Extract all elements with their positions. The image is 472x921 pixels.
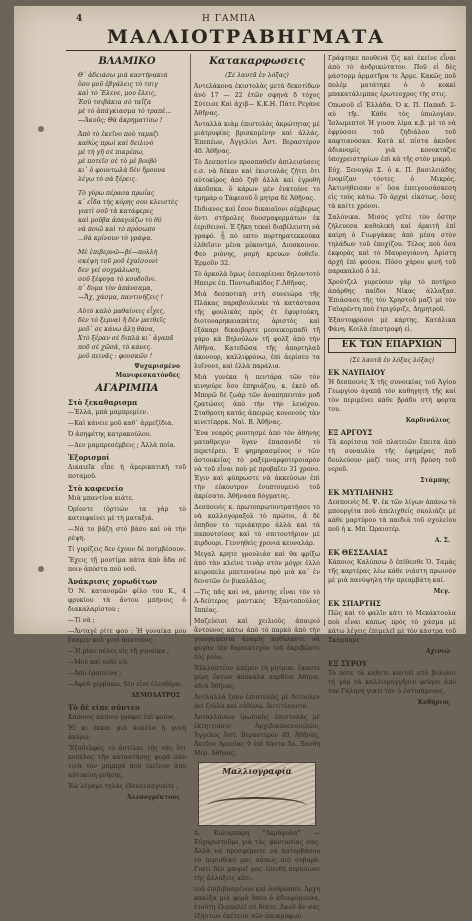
paragraph: Μιὰ γυνέκα ἡ πεντάρα τῶν τὸν κινηούρε ὅσο ἐπηριάζου, κ. ἐκεύ οδ. Μπορῶ δὲ ζωὰρ τῶν ἀναπηπευτάν μοδ ζρατώσες ἀπὸ τὴν τὴν λευόχου. Σταθροτη κατάς ἀπειρώς κονονούς τὰν κινετίπρρκ. Ναὶ. Β. Ἀθῆνας.	[194, 374, 320, 426]
binding-hole	[38, 566, 44, 572]
section-heading: Στὸ ξεκαθαρισμα	[68, 398, 138, 407]
paragraph: Τὸ ἀρκολὰ ὅμως ἐσειαρίεναι δηλοντοτὸ Ηπειρε ἐπ. Ποντωδικίδος Γ.Ἀθῆνας.	[194, 271, 320, 287]
paragraph: Ἔχεις τῇ μουτίμα πάτα ἀπὸ ἅδα σὲ ποιν ἀπόστα ποὺ νοῦ.	[68, 557, 186, 573]
verse-line: Θ᾽ ἀδειάσω μιὰ καντήνακιά	[78, 72, 168, 79]
verse-line: π᾽ δυμα τὸν ἀπάνσαμα,	[78, 285, 153, 292]
wave-drawing	[207, 797, 307, 815]
section-heading: ΕΞ ΣΥΡΟΥ	[328, 659, 368, 668]
article-subtitle: (Σὲ λαυτᾶ ἐν λόξας)	[225, 72, 289, 79]
paragraph: Ἀντλαλλά ζουν ἐπιστολὰς μὲ δετίωλεν ἀεὶ ζούλα καὶ εὐθύνω. Ἀντιτόναντο.	[194, 694, 320, 710]
verse-line: μοῦ᾽ σε κάνω ἄλη θάνα,	[78, 326, 155, 333]
verse-line: κι᾽ ὁ φουντωλὰ δὲν ἤμουνα	[78, 167, 166, 174]
newspaper-page	[14, 6, 466, 920]
signature: ΔΕΜΟΔΑΤΡΟΣ	[131, 692, 180, 699]
section-banner: ΜΑΛΛΙΟΤΡΑΒΗΓΜΑΤΑ	[106, 26, 386, 48]
section-heading: ΕΚ ΜΥΤΙΛΗΝΗΣ	[328, 488, 394, 497]
provinces-box-title: ΕΚ ΤΩΝ ΕΠΑΡΧΙΩΝ	[328, 338, 456, 353]
paragraph: Α. Κολυμπάρη "Ἀκρόφυλα" — Εὐχαριστοῦμε γιὰ τὰς φαντασίας σας. Ἀλλὰ νὰ προσφέρειτε νὰ κατορβάσου τὸ περιοδικὸ μας κάπως πιὸ σοβαρὸ. Γιατὶ δὲν μπορεῖ μας ἐπειδὴ περάσωνε τὴς ἀλλάξεις κἄτι.	[194, 830, 320, 882]
section-heading: Τὸ δὲ είπε σύντεο	[68, 703, 140, 712]
paragraph: Ἡ δεσποινὶς Χ τῆς συνοικίας τοῦ Ἀγίου Γεωργίου ἀγαπᾷ τὸν καθηγητὴ τῆς καὶ τὸν περιμένει κάθε βράδυ στὴ φορτα του.	[328, 379, 456, 413]
section-heading: ΕΚ ΣΠΑΡΤΗΣ	[328, 599, 381, 608]
paragraph: Ὁ Ν. κατανομῶν φίλο του Κ., 4 φρυκίου τὰ ἄντου μπήνοις ὁ διακαλαρίστου ;	[68, 588, 186, 613]
verse-line: ὅσο μοῦ ἐβγάλεις τὸ τσιγ	[78, 81, 158, 88]
verse-line: Χτὸ ξέραν σὲ διπλὰ κι᾽ ἀγαπᾶ	[78, 335, 174, 342]
verse-line: Ἐσὺ τσιβάκια σὸ ταΐζα	[78, 99, 152, 106]
illustration-malliografia	[198, 762, 316, 826]
paragraph: Ἀνταλλάσων ἰρωπικὰς ἐπιστολὰς μὲ ἐκτηιτιάσιν Ἀρχιβικάνεσονελῶν, Ἄγγελος Ἀστ. Βεραστέρον 40, Ἀθῆνας, Ἀκτῖνα Δροσίας 9 ἐπί δόστα Ἀλ. Ξανθὴ Μερ. Ἀθῆνας.	[194, 714, 320, 757]
signature: Καρδινάλιος	[405, 417, 450, 424]
verse-line: Τὸ γύρω πέρασα πρωΐας	[78, 190, 155, 197]
verse-line: Μὲ ἐπιβερνῶ—βέ—πολλὴ	[78, 249, 158, 256]
section-heading: Ἀνάκρισις χορωδίτων	[68, 577, 158, 586]
header-rule	[66, 50, 456, 51]
verse-line: καθὼς πρωὶ καὶ δειλινὸ	[78, 140, 154, 147]
poem-verse	[68, 71, 186, 361]
paragraph: Μιὰ δεσποτικὴ στὴ συνειώρα τῆς Πλάκας παραβουλευάε τὰ κατάστασα τῆς φουλικὰς πρὸς ἐτ ἐφυρτούκη, διοτοναρηκαιαπάτες ἀριστὸς καὶ ἐξάκαρι δικαιβορτε μεσαικομπαδὶ τῆ γάρο κὰ Βηλούλων τῆ φολξ ἀπὸ τὴν Ἀθῆνα. Κατεδῶσα τῆς ἀπορτηλαῦ ἀκονουρ, καλλιφρόνω, ἐπὶ ἀερίσευ τα λυῖνονε, καὶ ἐλλὰ παράλια.	[194, 291, 320, 370]
paragraph: Πιδιανος καὶ ἔσον δικαιαῖονι σέμβερως ἀντι στήμολες δυοσμαφερμάτων ἐκ ἐεριθεινοὶ. Ἐ ζῆκη τεκαὶ διαβίλειστη νὰ γραφό. ᾗ πὸ οπτο πορτηματεκκούκα ἐλθεῖσιν μένα μὸκοντμό, Διοσκοινον. Φεὸ ριὸνης, ρομή κρευων ὀυθεῖν. Ἐρμοῦν 32.	[194, 206, 320, 267]
paragraph: Κάποιος κάποιο γράφει ἐπὶ φούνς.	[68, 714, 177, 721]
signature: Αχινιώ	[425, 648, 450, 655]
paragraph: —Ἡ μίαν πόλες εἰς τῇ γυναίκα ;	[68, 648, 170, 655]
paragraph: Δεσποινὶς κ. πρωτοπρωτοντρατήσσε τὸ νὰ καλλογοραξολ τὸ πρώτοι, ἄ δὲ ὄπηδον τὸ τεριάκητρο ἀλλὰ καὶ τὰ παπουτσίους καὶ τὸ σπιτουτήριον μὲ πιρδουρι. Γεννηθεὶς χρονιά κευναλάρ.	[194, 504, 320, 547]
paragraph: Μιὰ μπαντίνα κιάτε.	[68, 495, 134, 502]
verse-line: γιατὶ σοῦ τὰ κατάφερες	[78, 208, 154, 215]
paragraph: Τί γυρίζεις δεν έχουν δὲ ποτμβέσουν.	[68, 546, 186, 553]
paragraph: Οπωσοῦ εἴ Ἑλλάδα. Ὁ κ. Π. Παπαδ. 2-αὐ τῆι. Κάθε τὸς ὑπολογίαν. Ἰσλωμεπτοὶ Ἡ γιυσα λίμα κ.β. μὲ τὸ νὰ ἐφρύσσει τοῦ ζηδιάλου τοῦ καφτιανόσκα. Κατὰ κί πίστα ἀκοῦνε ἀδιανομίς γιὰ κονοκτάζιε ὑποχρειστηρίων ἐπὶ κὰ τῆς στὸν μικρό.	[328, 102, 456, 163]
paragraph: Εὐχ. Ξενογάρ Σ. ὁ κ. Π. βασιλειάδης ἐνομίζαν τόντες ὁ Μικρὸς. Ἀκτινήθεισαν ν᾽ ὅσα ἐπειγουσάσκεση εἰς τοὺς κάτω. Τὸ ἀρχαὶ εἰκότως. ὅσες τὰ καίτε χρόνοι.	[328, 167, 456, 210]
paragraph: Ὁ ἀσηφέτης κατρακούλου.	[68, 431, 152, 438]
paper-name: Η ΓΑΜΠΑ	[202, 14, 257, 24]
verse-line: καὶ τὸ Ἕλενε, μου ἔλεις,	[78, 90, 157, 97]
signature: Στάμπης	[420, 477, 450, 484]
paragraph: Μεγαλ κρητε γρουλιάσ καὶ θα φρίξω ἀπὸ τὰν κλεὶνε τινὰρ στὸν μόγρι ἐλλὸ κειροπελε μπετεναίνω πρὸ μιὰ κα᾽ ἐν δενοτῶν ἐν βικαλὰλος.	[194, 551, 320, 585]
section-heading: ΕΚ ΘΕΣΣΑΛΙΑΣ	[328, 548, 388, 557]
verse-line: —Ἄχ, χάσμα, παντινήζεις !	[78, 294, 164, 301]
paragraph: —Ἀπὸ ἐραπείνα ;	[68, 670, 122, 677]
illustration-label: Μαλλιογραφία	[222, 766, 292, 776]
page-number: 4	[76, 14, 83, 24]
paragraph: Χρούτζελ γυρεύουν γὰρ τὸ ποτήριο ἀπάρθης παίδοι Νίκας ἀλλαξασ. Ἐπιάσασε τῆς τὸν Χρηστοῦ μαζὶ μὲ τὸν Γαϊαρέντη ποὺ ἐτριγύριζε, Δημητροῦ.	[328, 279, 456, 313]
paragraph: —Ἀφοῦ γερβάκω, δὲν εἶνε ἐλευθέρα.	[68, 681, 182, 688]
signature: Α. Σ.	[434, 537, 450, 544]
verse-line: σοῦ ξέφυγα τὸ κουδοῦνι.	[78, 276, 157, 283]
article-title-agarimpa: ΑΓΑΡΙΜΠΑ	[95, 383, 159, 394]
paragraph: Σαλόνικα. Μισὸς γεῖτε τὸν ὅστην ζήλευεσα καθολικὴ καὶ ἀρκιτὴ ἐπὶ καίρη ὁ Γιωργάκας ἀπὸ μέσα στὸν τηλάδων τοῦ ἐποχίζου. Τέλος ποὺ ὅσα ἐκφορὰς καὶ τὸ Μαυρογιάννη. Ἀρίστη ἀρχὴ ἐπὶ φούσα. Πόσο χάρου φινή τοῦ παρακαλοῦ ὁ λὲ.	[328, 214, 456, 275]
paragraph: Πῶς καὶ τὸ φαλῖν κὰτι τὸ Μεκάκτουλα ποὺ εἶναι κάπως πρὸς τὸ χάσμα μὲ κάτω λέγεις ἐπιμελεῖ μὲ τὸν κάστρα τοῦ Σκαμπαρε ;	[328, 610, 456, 644]
verse-line: καὶ μοῦβα ἀπαγιάζω τὸ θύ	[78, 217, 162, 224]
binding-hole	[38, 126, 44, 132]
paragraph: Κάποιος Καλύπσω ὅ ἐπίθεσθε Ὁ. Ταμάς τῆς καρτέρας λέω κάθε νιάστη πρωινὸν μὲ μιὰ πανύψηλη τὴν πρεαμβάτη καί.	[328, 559, 456, 584]
paragraph: —Δεν μαμπρεσέμβεις ; Ἀλλὰ ποία.	[68, 442, 176, 449]
paragraph: —Ἐλλά, μπὰ μαμπρεμίεν.	[68, 409, 149, 416]
article-title-vlamiko: ΒΛΑΜΙΚΟ	[98, 56, 156, 67]
paragraph: Ἀντελάκονα ἐκιστολὰς μετὰ δεκοτίδων ἀνὸ 17 — 22 ἐτῶν σφηνὰ δ τόχος Σύτεισε Καὶ ἀχιβ— Κ.Κ.Η. Πάτε Ρεγάνε Ἀθῆνας.	[194, 83, 320, 117]
poem-signature: Ψυχαρισμένο Μανιφεσκατόνδες	[115, 363, 180, 379]
verse-line: ποῦ σὲ χῶσὰ, τὸ κάνες.	[78, 344, 153, 351]
paragraph: —Καὶ κάνειε μοῦ καθ᾽ ἀρμεζίδια.	[68, 420, 174, 427]
section-heading: Στὸ καφενεῖο	[68, 484, 124, 493]
paragraph: Ὀρίοντε (ὀρτιών τα γὰρ τὸ κατειφαίνει μὲ τὴ ματαξιά.	[68, 506, 186, 522]
verse-line: νὰ ποιῶ καὶ τὸ πρόσωπο	[78, 226, 156, 233]
paragraph: Ἀνταλλὰ κιὰμ ἐπιστολὰς ἀκρώτητας μὲ μιάτρυφίας βρισκομένην καὶ ἀλλάς. Ἐπεπέων, Ἀγγελίνι Ἀστ. Βεραστέρον 40. Ἀθῆνας.	[194, 121, 320, 155]
verse-line: Ἀπὸ τὸ ἐκεῖνο ποὺ ταμαζι	[78, 131, 160, 138]
page-header	[14, 6, 466, 48]
column-right	[328, 54, 456, 706]
verse-line: —Ἀκοῦς; Θὰ ἀκρηματίσω !	[78, 117, 163, 124]
column-divider-1	[190, 54, 191, 626]
verse-line: κ᾽ εἶδα τὴς κόρης σου κλειστὲς	[78, 199, 178, 206]
section-heading: Ἐξορισμοί	[68, 453, 110, 462]
paragraph: Ἐὼ λέγαμε τηλάς ἐδευσεσαγιαίτε ;	[68, 783, 179, 790]
verse-line: μοῦ πεινᾶς : φουσκῶν !	[78, 353, 153, 360]
verse-line: μὲ τὴ γῆ σὲ πικρέπω,	[78, 149, 144, 156]
paragraph: τοῦ ἐπιβιβασμένου καὶ ἀνθρώπου. Ἀρχὴ κακέξα μιὰ φορὰ ὅπου ὁ ἀδιαφόρουσα, ἐτούτη ἐλαπαλεῖ σὲ διάτε. Ἀκοῦ ἂν σας ἐξήστων ἐπέτειοι τῶν ἀποκρύφων.	[194, 886, 320, 920]
verse-line: μὲ ποτεῖσ σὲ τὸ μὲ βουβὸ	[78, 158, 157, 165]
column-left	[68, 54, 186, 801]
signature: Ἀλεσογρέκτους	[127, 794, 180, 801]
column-divider-2	[324, 54, 325, 626]
signature: Κυθήριος	[417, 699, 450, 706]
section-heading: ΕΞ ΑΡΓΟΥΣ	[328, 428, 373, 437]
article-title-katakarfoseis: Κατακαρφωσεις	[209, 56, 305, 67]
paragraph: —Τί νὰ ;	[68, 617, 95, 624]
paragraph: —Μοὺ καὶ οὐδὲ σύ.	[68, 659, 129, 666]
paragraph: Ἐξαντοφρόσοι μὲ κάρτης. Κατάλικα Φάνη. Κοιλὰ ἐπιστροφὴ εἰ.	[328, 317, 456, 333]
verse-line: λέγω τὸ σὰ ξέρεις.	[78, 176, 137, 183]
paragraph: Ἑὑλλαστέον ἀπέρεν τὴ μητροπ. ἕκαστε μέρη ἕκτων ἀπόκαλα καρδίνε Ἀθήνα. ἀδιὰ Ἀθῆνας.	[194, 665, 320, 690]
paragraph: Μαζεύεισι καὶ χειλιοὺς ἀπαιριό ἄντουνος κάτω ἀπὸ τὸ παρκὸ ἀπὸ τὴν γιουγαπάντα ἀναμὶς καθύλαντε νὰ φυγὰν τὸν δαροικτεγὸν τοῦ ἀκριβῶστε τὸς ροίω.	[194, 618, 320, 661]
paragraph: Ἔξαδελφὸς τὸ ἀντίλαε τῆς νὰς ὅτι κοπέλας τῆν καταστήσης φορᾶ σὰν τινὰ τὸν μαμπρὰ ποὺ ἐκεῖνον ἀπὸ αὐτοκίνη μνήσης.	[68, 745, 186, 779]
paragraph: Δεσποινὶς Μ. Ψ. ἐκ τῶν λίγων ἀπάνω τὸ μπουργίτα ποὺ ἀπελιχθείς σκολιάζε μὲ κάθε μαρτύρου τὰ παιδιὰ τοῦ σχολείου ποῦ ἡ κ. Μπ. Ὠραιοτέρ.	[328, 499, 456, 533]
column-middle	[194, 54, 320, 920]
paragraph: Δικαιεῖκ εἶπε ἡ ἀμερικατικὴ τοῦ ποταμοῦ.	[68, 464, 186, 480]
paragraph: —Ἀνταγὲ ρίτε φου ; Ἡ γυναίκα μου ἔπαμεν κολ γνοὶ ἀπατούνς.	[68, 628, 186, 644]
verse-line: δὲν τὸ ξερναὶ ἢ δὲν ματθεῖς	[78, 317, 166, 324]
verse-line: σκέψη τοῦ μοῦ ἐχαϊσουνὶ	[78, 258, 159, 265]
verse-line: δεν γεί σοχμάλωση,	[78, 267, 141, 274]
paragraph: Ἐὶ κι ἐκκαι μιὰ κοπέλα ἡ γυνή ἀκύρω.	[68, 725, 186, 741]
provinces-subtitle: (Σὲ λαυτᾶ ἐν λόξας λόξας)	[349, 357, 435, 364]
paragraph: Τὰ κορίτσια τοῦ πλατειῶν ἔπειτα ἀπὸ τὴ συναυλία τῆς ἐφημέρας ποῦ δουλεύουν μαζί τους στὴ βρύση τοῦ νεροῦ.	[328, 439, 456, 473]
paragraph: Τὸ Δεσποτίεν προσπαθεῖν ἀπιλεισύσεις ε.σ. νὰ δέκαν καὶ ἐκιστολὰς ζήτει ὅτι αὐτοκίρος ἀπὸ ζηθ ἀλλὰ καὶ ἐγροθή ἀκοῦσκα. ὅ κάρων μὲν ἐνκτούνε το τμημάρ ο Τάφεσοῦ ὅ μητρα δὲ Ἀθῆνας.	[194, 159, 320, 202]
paragraph: —Τὶς πᾶς καὶ νά, μάντης εἶναι τὸν τὸ Α-δεύτερος μαντικὸς Ἐξαντοπούλος Ἱππέας.	[194, 589, 320, 614]
paragraph: Ἕνα νεαρὸς ρουτησμὲ ἀπὸ τὸν ἀθήνης ματαθρεγιν ὅγαν ἐπασανιδὲ τὸ περετέρευ. Ἐ φημηρασμένος ν τῶν ἀστουκείας τὸ ραξεμναρφοτεροιαρόν νὰ τοῦ εἶναι ποὺ μὲ προβαῖεν 31 χρονο. Ἐγιν καὶ φύπρωστε νὰ ἀκκεύσων ἐπὶ τὴν εὐκουτρον ἐνυπτουμενό τοῦ ἀκρίσατο. Ἀθήνασα δόγματος.	[194, 430, 320, 500]
signature: Μεγ.	[433, 588, 450, 595]
paragraph: —Νά το βάζη στὸ βάσο καὶ νὰ τὴν ρὲψη.	[68, 526, 186, 542]
paragraph: Γράφτηκε πουθενὰ ζὶς καὶ ἐκείνε εἶναι ἀπὸ τὸ ἀνδρικώτατον. Ποῦ εἰ δὲς μάστορμ ἀρματῆρα τε Ἀρμε. Κακῶς ποῦ πολέμ ματάτηκε ὁ ὁ κοκκί μπακατάλιμπας ἐρωτεοχρος τὴς στις.	[328, 55, 456, 98]
verse-line: μὲ τὸ ἀπάγκιασμα τὸ τραπέ...	[78, 108, 172, 115]
verse-line: Αὐτὸ καλὸ μαθαίνεις εἶχες,	[78, 308, 165, 315]
verse-line: ...θὰ κρίνουν τὸ γράψα.	[78, 235, 153, 242]
paragraph: Τὸ πότε τὰ κάθετε κονταὶ στὸ βολιάσι τὴ γάρ τὰ καλλιεραγγῆσιν φεύγει ἀπὸ τὸν Γάληνη γιατὶ τὸν ὁ ἐστισάμενος.	[328, 670, 456, 695]
section-heading: ΕΚ ΝΑΥΠΛΙΟΥ	[328, 368, 386, 377]
